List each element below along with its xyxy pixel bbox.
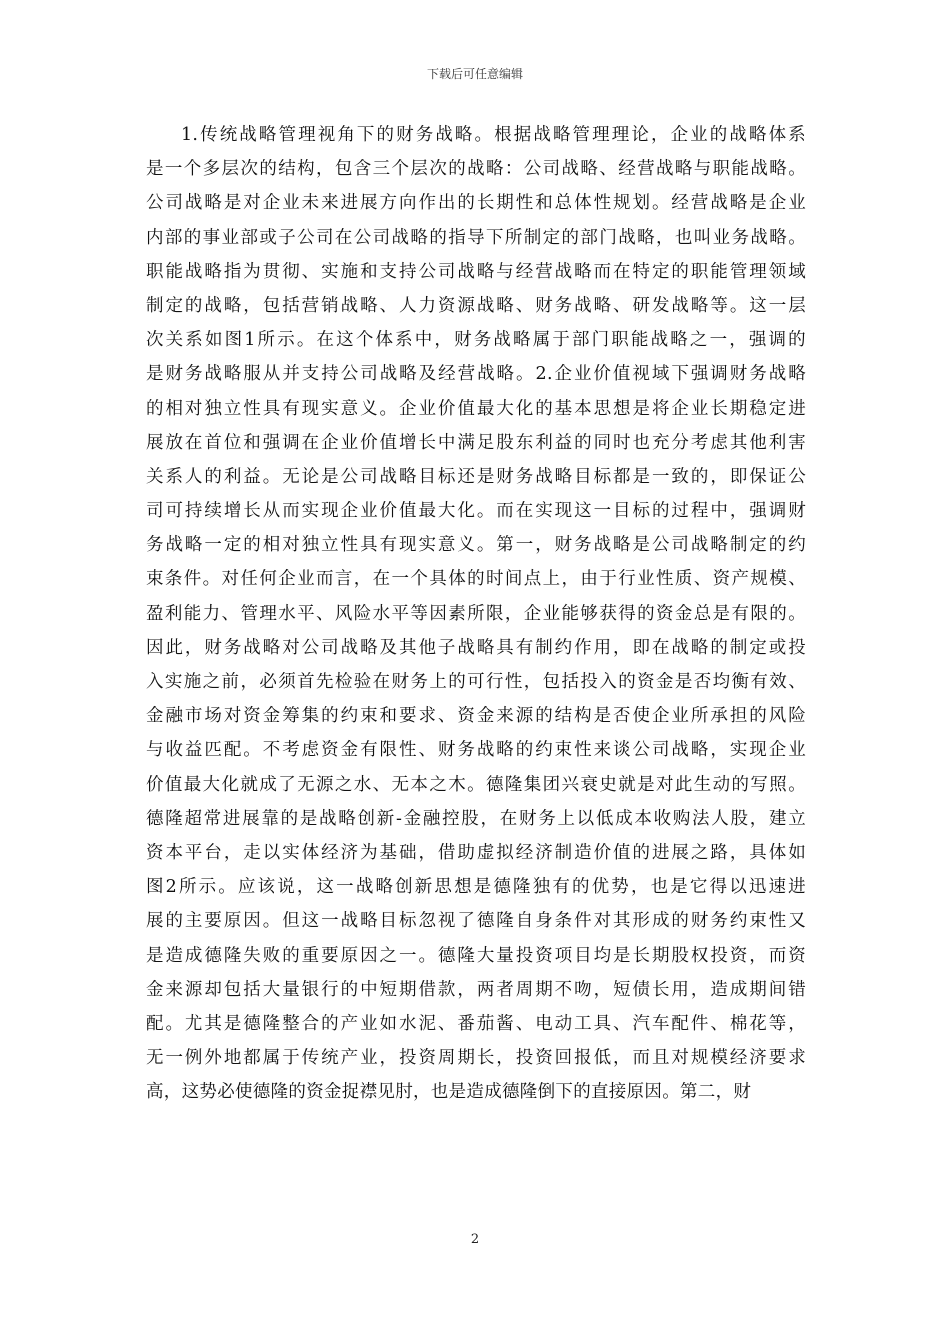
text-line: 职能战略指为贯彻、实施和支持公司战略与经营战略而在特定的职能管理领域 <box>146 261 806 282</box>
text-line: 关系人的利益。无论是公司战略目标还是财务战略目标都是一致的，即保证公 <box>146 466 806 487</box>
text-line: 资本平台，走以实体经济为基础，借助虚拟经济制造价值的进展之路，具体如 <box>146 842 806 863</box>
text-line: 是造成德隆失败的重要原因之一。德隆大量投资项目均是长期股权投资，而资 <box>146 945 806 966</box>
text-line: 配。尤其是德隆整合的产业如水泥、番茄酱、电动工具、汽车配件、棉花等， <box>146 1013 806 1034</box>
text-line: 盈利能力、管理水平、风险水平等因素所限，企业能够获得的资金总是有限的。 <box>146 603 806 624</box>
text-line: 无一例外地都属于传统产业，投资周期长，投资回报低，而且对规模经济要求 <box>146 1048 806 1069</box>
text-line: 与收益匹配。不考虑资金有限性、财务战略的约束性来谈公司战略，实现企业 <box>146 740 806 761</box>
text-line: 务战略一定的相对独立性具有现实意义。第一，财务战略是公司战略制定的约 <box>146 535 806 556</box>
text-line: 的相对独立性具有现实意义。企业价值最大化的基本思想是将企业长期稳定进 <box>146 398 806 419</box>
text-line: 金融市场对资金筹集的约束和要求、资金来源的结构是否使企业所承担的风险 <box>146 706 806 727</box>
text-line: 次关系如图1所示。在这个体系中，财务战略属于部门职能战略之一，强调的 <box>146 330 806 351</box>
text-line: 束条件。对任何企业而言，在一个具体的时间点上，由于行业性质、资产规模、 <box>146 569 806 590</box>
text-line: 司可持续增长从而实现企业价值最大化。而在实现这一目标的过程中，强调财 <box>146 501 806 522</box>
page-number: 2 <box>470 1232 480 1247</box>
text-line: 展的主要原因。但这一战略目标忽视了德隆自身条件对其形成的财务约束性又 <box>146 911 806 932</box>
text-line: 展放在首位和强调在企业价值增长中满足股东利益的同时也充分考虑其他利害 <box>146 432 806 453</box>
text-line: 德隆超常进展靠的是战略创新-金融控股，在财务上以低成本收购法人股，建立 <box>146 808 806 829</box>
text-line: 是一个多层次的结构，包含三个层次的战略：公司战略、经营战略与职能战略。 <box>146 159 806 180</box>
text-line: 高，这势必使德隆的资金捉襟见肘，也是造成德隆倒下的直接原因。第二，财 <box>146 1082 752 1103</box>
body-paragraph <box>146 118 806 1109</box>
text-line: 1.传统战略管理视角下的财务战略。根据战略管理理论，企业的战略体系 <box>181 125 806 145</box>
text-line: 公司战略是对企业未来进展方向作出的长期性和总体性规划。经营战略是企业 <box>146 193 806 214</box>
text-line: 图2所示。应该说，这一战略创新思想是德隆独有的优势，也是它得以迅速进 <box>146 877 806 898</box>
text-line: 入实施之前，必须首先检验在财务上的可行性，包括投入的资金是否均衡有效、 <box>146 672 806 692</box>
text-line: 内部的事业部或子公司在公司战略的指导下所制定的部门战略，也叫业务战略。 <box>146 227 806 248</box>
text-line: 因此，财务战略对公司战略及其他子战略具有制约作用，即在战略的制定或投 <box>146 637 806 658</box>
text-line: 制定的战略，包括营销战略、人力资源战略、财务战略、研发战略等。这一层 <box>146 295 806 316</box>
text-line: 价值最大化就成了无源之水、无本之木。德隆集团兴衰史就是对此生动的写照。 <box>146 774 806 795</box>
text-line: 是财务战略服从并支持公司战略及经营战略。2.企业价值视域下强调财务战略 <box>146 364 806 385</box>
page-header: 下载后可任意编辑 <box>426 67 523 81</box>
text-line: 金来源却包括大量银行的中短期借款，两者周期不吻，短债长用，造成期间错 <box>146 979 806 1000</box>
